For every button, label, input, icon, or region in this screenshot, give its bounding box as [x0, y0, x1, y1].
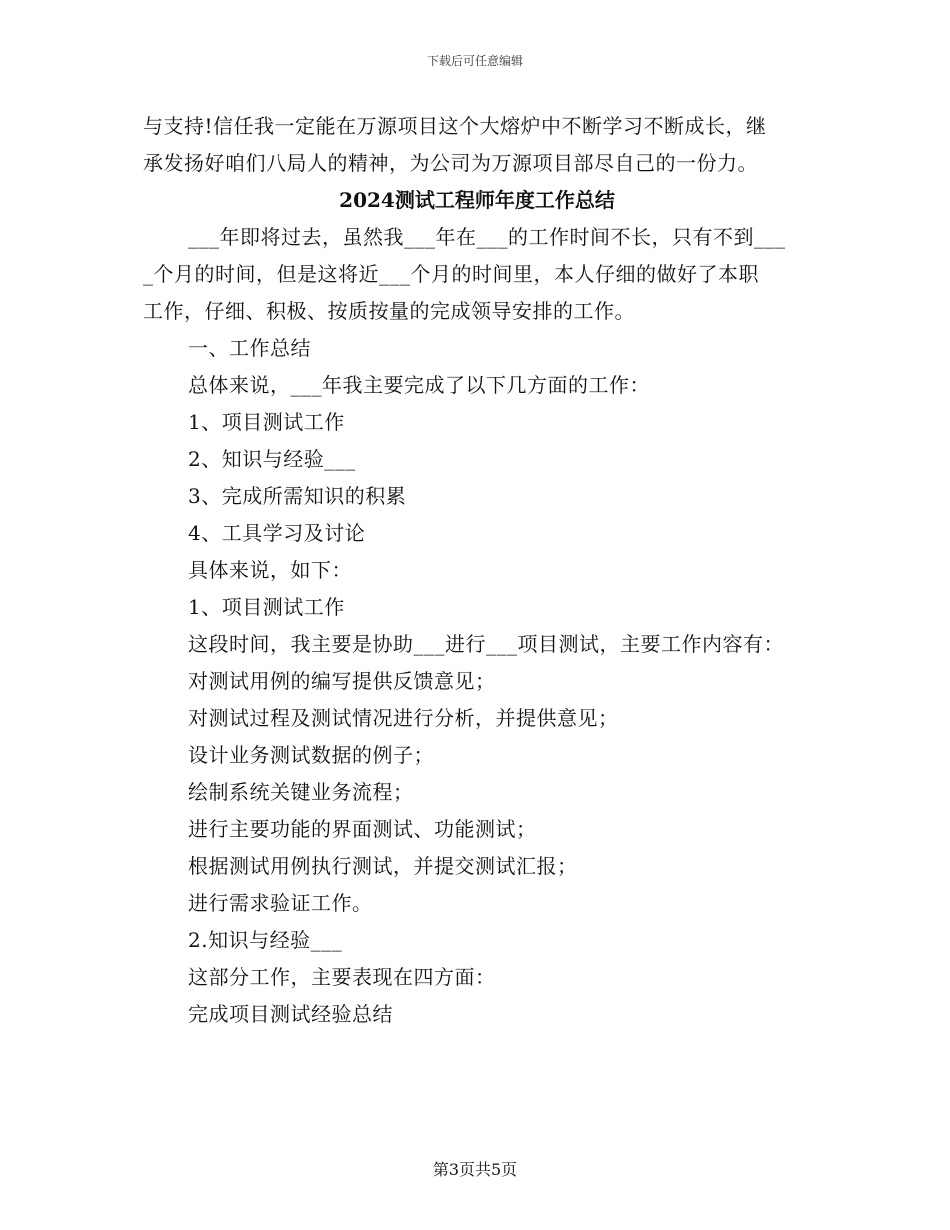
subsection-heading: 2.知识与经验___ — [188, 928, 343, 952]
list-item: 1、项目测试工作 — [188, 410, 345, 434]
paragraph-line: 这部分工作，主要表现在四方面： — [188, 965, 496, 989]
header-note: 下载后可任意编辑 — [426, 54, 523, 68]
list-item: 绘制系统关键业务流程； — [188, 780, 414, 804]
page-indicator: 第3页共5页 — [432, 1160, 518, 1179]
list-item: 进行需求验证工作。 — [188, 891, 373, 915]
list-item: 设计业务测试数据的例子； — [188, 743, 434, 767]
paragraph-line-3: 工作，仔细、积极、按质按量的完成领导安排的工作。 — [143, 299, 635, 323]
paragraph-line: 完成项目测试经验总结 — [188, 1002, 393, 1026]
document-title: 2024测试工程师年度工作总结 — [339, 188, 615, 212]
document-body — [143, 108, 811, 1033]
list-item: 根据测试用例执行测试，并提交测试汇报； — [188, 854, 578, 878]
list-item: 对测试用例的编写提供反馈意见； — [188, 669, 496, 693]
intro-line-1: 与支持!信任我一定能在万源项目这个大熔炉中不断学习不断成长，继 — [143, 114, 767, 138]
paragraph-line-2: _个月的时间，但是这将近___个月的时间里，本人仔细的做好了本职 — [143, 262, 759, 286]
list-item: 2、知识与经验___ — [188, 447, 356, 471]
subsection-heading: 1、项目测试工作 — [188, 595, 345, 619]
detail-intro-line: 具体来说，如下： — [188, 558, 352, 582]
paragraph-line-1: ___年即将过去，虽然我___年在___的工作时间不长，只有不到___ — [188, 225, 786, 249]
list-item: 对测试过程及测试情况进行分析，并提供意见； — [188, 706, 619, 730]
intro-line-2: 承发扬好咱们八局人的精神，为公司为万源项目部尽自己的一份力。 — [143, 151, 758, 175]
section-heading-summary: 一、工作总结 — [188, 336, 311, 360]
overview-line: 总体来说，___年我主要完成了以下几方面的工作： — [188, 373, 650, 397]
list-item: 进行主要功能的界面测试、功能测试； — [188, 817, 537, 841]
list-item: 3、完成所需知识的积累 — [188, 484, 407, 508]
list-item: 4、工具学习及讨论 — [188, 521, 366, 545]
work-content-line: 这段时间，我主要是协助___进行___项目测试，主要工作内容有： — [188, 632, 784, 656]
